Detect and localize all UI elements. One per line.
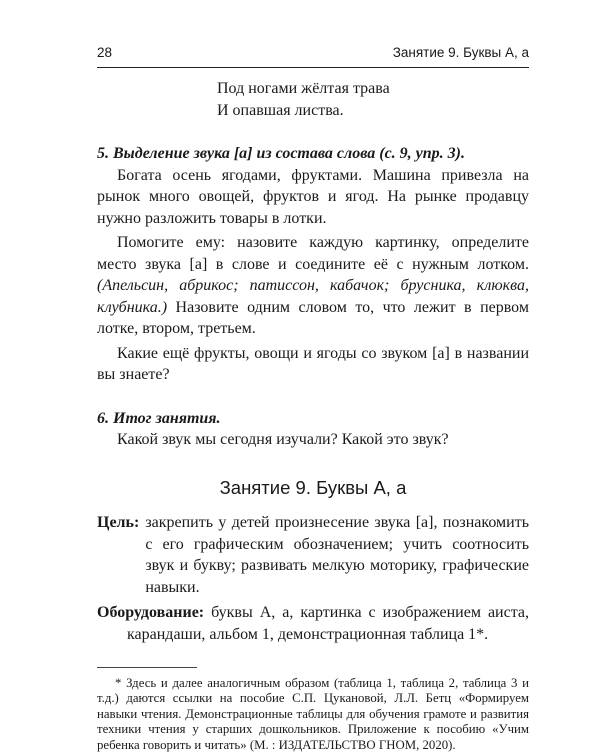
paragraph-2-end: Назовите одним словом то, что лежит в первом лотке, втором, третьем. [97,298,529,337]
running-title: Занятие 9. Буквы А, а [392,45,529,60]
equipment-label: Оборудование: [97,604,205,621]
footnote-separator [97,667,197,668]
section-5-paragraph-3: Какие ещё фрукты, овощи и ягоды со звуком [а] в названии вы знаете? [97,344,529,383]
section-5-title: 5. Выделение звука [а] из состава слова (с. 9, упр. 3). [97,145,466,162]
section-6-paragraph-1: Какой звук мы сегодня изучали? Какой это звук? [117,431,449,448]
page-content [97,78,529,753]
goal-label: Цель: [97,514,140,531]
equipment-text: буквы А, а, картинка с изображением аиста, карандаши, альбом 1, демонстрационная таблица 1*. [127,604,530,643]
paragraph-2-start: Помогите ему: назовите каждую картинку, определите место звука [а] в слове и соедините её с нужным лотком. [97,234,529,273]
section-5-paragraph-1: Богата осень ягодами, фруктами. Машина привезла на рынок много овощей, фруктов и ягод. На рынке продавцу нужно разложить товары в лотки. [97,166,529,227]
equipment-definition [97,602,529,645]
poem-line: И опавшая листва. [217,101,344,119]
goal-text: закрепить у детей произнесение звука [а], познакомить с его графическим обозначением; учить соотносить звук и букву; развивать мелкую моторику, графические навыки. [145,514,529,596]
poem [217,78,529,121]
goal-definition [97,512,529,598]
fruit-list-italic: (Апельсин, абрикос; патиссон, кабачок; брусника, клюква, клубника.) [97,277,529,316]
lesson-title: Занятие 9. Буквы А, а [219,476,407,498]
poem-line: Под ногами жёлтая трава [217,80,390,97]
footnote: * Здесь и далее аналогичным образом (таблица 1, таблица 2, таблица 3 и т.д.) даются ссылки на пособие С.П. Цукановой, Л.Л. Бетц «Формируем навыки чтения. Демонстрационные таблицы для обучения грамоте и развития техники чтения у старших дошкольников. Приложение к пособию «Учим ребенка говорить и читать» (М. : ИЗДАТЕЛЬСТВО ГНОМ, 2020). [97,676,529,752]
section-6-title: 6. Итог занятия. [97,409,221,427]
page-header [97,45,529,68]
page-number: 28 [97,45,113,60]
section-5-paragraph-2 [97,232,529,340]
